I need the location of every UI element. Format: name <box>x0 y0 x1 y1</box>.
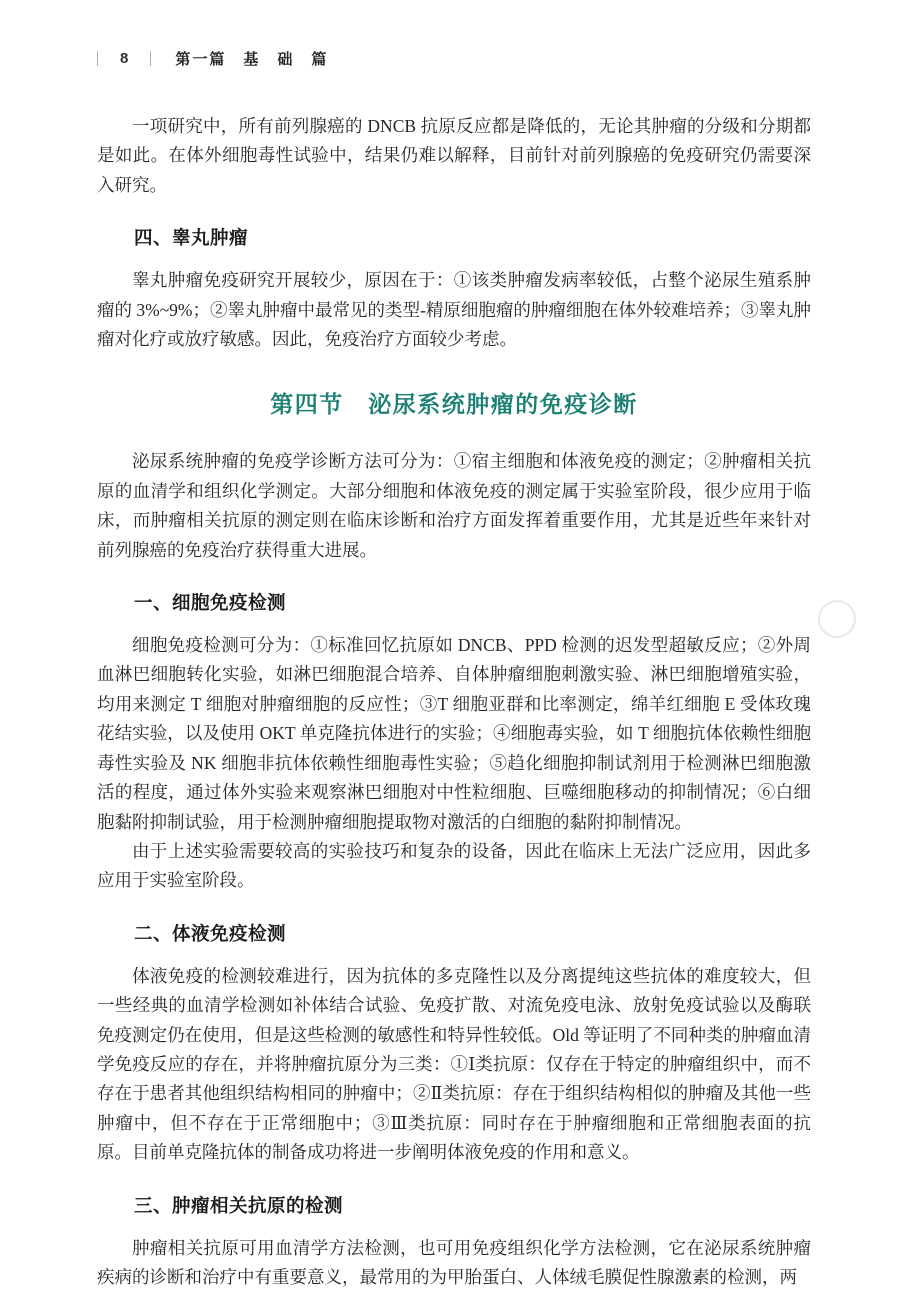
paragraph-humoral-immunity: 体液免疫的检测较难进行，因为抗体的多克隆性以及分离提纯这些抗体的难度较大，但一些经典的血清学检测如补体结合试验、免疫扩散、对流免疫电泳、放射免疫试验以及酶联免疫测定仍在使用，但是这些检测的敏感性和特异性较低。Old 等证明了不同种类的肿瘤血清学免疫反应的存在，并将肿瘤抗原分为三类：①Ⅰ类抗原：仅存在于特定的肿瘤组织中，而不存在于患者其他组织结构相同的肿瘤中；②Ⅱ类抗原：存在于组织结构相似的肿瘤及其他一些肿瘤中，但不存在于正常细胞中；③Ⅲ类抗原：同时存在于肿瘤细胞和正常细胞表面的抗原。目前单克隆抗体的制备成功将进一步阐明体液免疫的作用和意义。 <box>97 965 811 1163</box>
header-divider-right <box>150 51 151 66</box>
paragraph-tumor-antigen: 肿瘤相关抗原可用血清学方法检测，也可用免疫组织化学方法检测，它在泌尿系统肿瘤疾病的诊断和治疗中有重要意义，最常用的为甲胎蛋白、人体绒毛膜促性腺激素的检测，两 <box>97 1237 811 1287</box>
paragraph-testicular-tumor: 睾丸肿瘤免疫研究开展较少，原因在于：①该类肿瘤发病率较低，占整个泌尿生殖系肿瘤的 3%~9%；②睾丸肿瘤中最常见的类型-精原细胞瘤的肿瘤细胞在体外较难培养；③睾丸肿瘤对化疗或放疗敏感。因此，免疫治疗方面较少考虑。 <box>97 270 811 350</box>
paragraph-cellular-immunity-1: 细胞免疫检测可分为：①标准回忆抗原如 DNCB、PPD 检测的迟发型超敏反应；②外周血淋巴细胞转化实验，如淋巴细胞混合培养、自体肿瘤细胞刺激实验、淋巴细胞增殖实验，均用来测定 T 细胞对肿瘤细胞的反应性；③T 细胞亚群和比率测定，绵羊红细胞 E 受体玫瑰花结实验，以及使用 OKT 单克隆抗体进行的实验；④细胞毒实验，如 T 细胞抗体依赖性细胞毒性实验及 NK 细胞非抗体依赖性细胞毒性实验；⑤趋化细胞抑制试剂用于检测淋巴细胞激活的程度，通过体外实验来观察淋巴细胞对中性粒细胞、巨噬细胞移动的抑制情况；⑥白细胞黏附抑制试验，用于检测肿瘤细胞提取物对激活的白细胞的黏附抑制情况。 <box>97 635 811 832</box>
heading-cellular-immunity-test: 一、细胞免疫检测 <box>134 592 287 614</box>
watermark-seal <box>818 600 856 638</box>
page-number: 8 <box>120 50 129 67</box>
section-title: 第四节 泌尿系统肿瘤的免疫诊断 <box>270 391 638 418</box>
header-part-title: 第一篇 基 础 篇 <box>175 51 329 68</box>
heading-humoral-immunity-test: 二、体液免疫检测 <box>134 922 287 944</box>
header-divider-left <box>97 51 98 66</box>
paragraph-cellular-immunity-2: 由于上述实验需要较高的实验技巧和复杂的设备，因此在临床上无法广泛应用，因此多应用于实验室阶段。 <box>97 840 811 891</box>
heading-testicular-tumor: 四、睾丸肿瘤 <box>134 227 249 249</box>
page-header <box>97 48 328 69</box>
paragraph-section-intro: 泌尿系统肿瘤的免疫学诊断方法可分为：①宿主细胞和体液免疫的测定；②肿瘤相关抗原的血清学和组织化学测定。大部分细胞和体液免疫的测定属于实验室阶段，很少应用于临床，而肿瘤相关抗原的测定则在临床诊断和治疗方面发挥着重要作用，尤其是近些年来针对前列腺癌的免疫治疗获得重大进展。 <box>97 451 811 560</box>
heading-tumor-antigen-test: 三、肿瘤相关抗原的检测 <box>134 1194 344 1216</box>
page-content <box>97 112 811 1292</box>
paragraph-prostate-study: 一项研究中，所有前列腺癌的 DNCB 抗原反应都是降低的，无论其肿瘤的分级和分期都是如此。在体外细胞毒性试验中，结果仍难以解释，目前针对前列腺癌的免疫研究仍需要深入研究。 <box>97 116 811 195</box>
